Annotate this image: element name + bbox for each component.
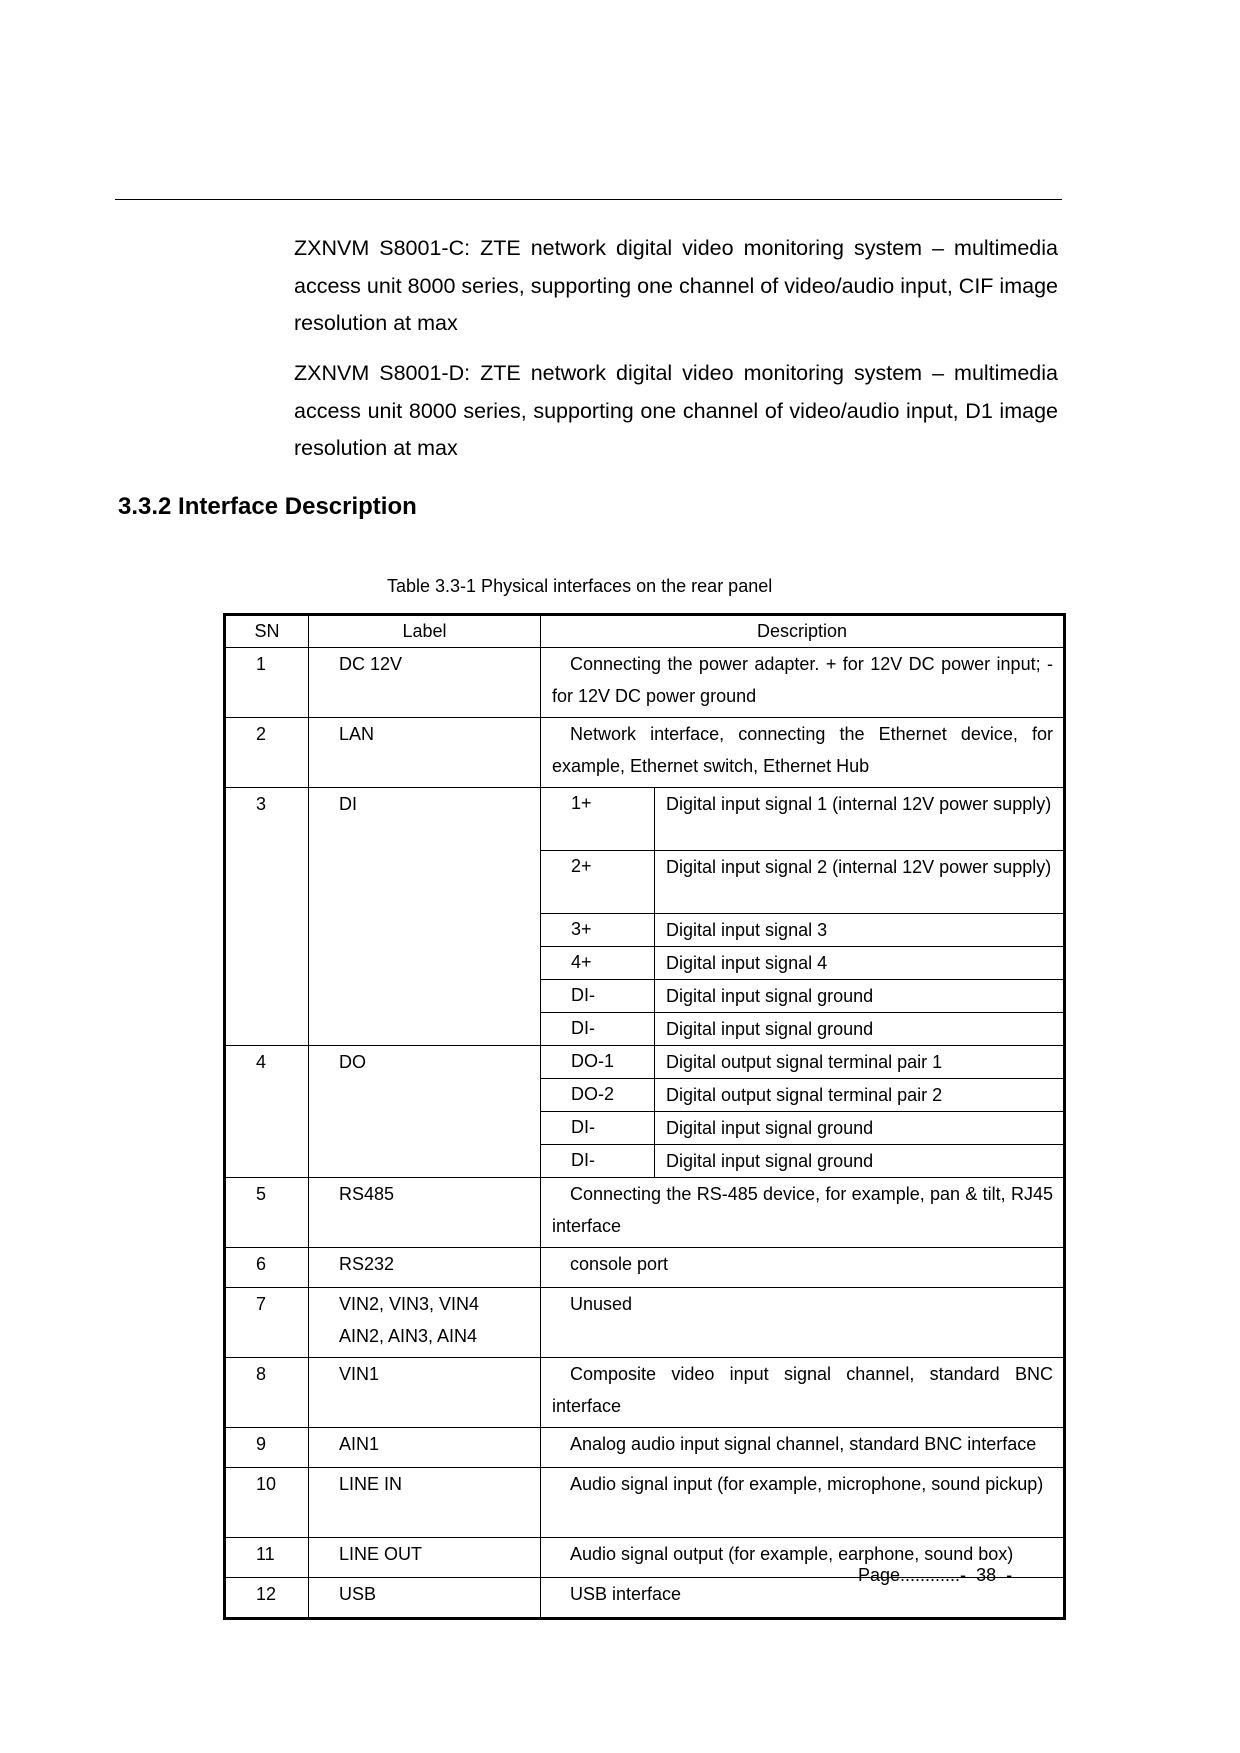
pin-label: 3+ [541,914,655,947]
pin-label: DO-1 [541,1046,655,1079]
row-description: USB interface [541,1578,1065,1619]
header-description: Description [541,615,1065,648]
pin-description: Digital input signal 4 [655,947,1065,980]
pin-label: 1+ [541,788,655,851]
row-sn: 6 [225,1248,309,1288]
page-footer: Page............- 38 - [858,1565,1013,1585]
pin-description: Digital output signal terminal pair 2 [655,1079,1065,1112]
table-row [225,1358,1065,1428]
table-row [225,1248,1065,1288]
section-heading: 3.3.2 Interface Description [118,493,417,520]
row-sn: 3 [225,788,309,1046]
row-description: Composite video input signal channel, standard BNC interface [541,1358,1065,1428]
row-sn: 4 [225,1046,309,1178]
header-sn: SN [225,615,309,648]
row-sn: 8 [225,1358,309,1428]
row-sn: 10 [225,1468,309,1538]
pin-description: Digital input signal ground [655,980,1065,1013]
table-header-row [225,615,1065,648]
header-label: Label [309,615,541,648]
row-description: Audio signal output (for example, earphone, sound box) [541,1538,1065,1578]
pin-label: DI- [541,1145,655,1178]
pin-label: DO-2 [541,1079,655,1112]
pin-description: Digital output signal terminal pair 1 [655,1046,1065,1079]
pin-description: Digital input signal ground [655,1112,1065,1145]
page-label: Page [858,1565,901,1585]
pin-label: DI- [541,980,655,1013]
pin-label: DI- [541,1112,655,1145]
row-label: RS485 [309,1178,541,1248]
page-number: 38 [976,1565,997,1585]
table-row [225,718,1065,788]
row-label: DC 12V [309,648,541,718]
pin-description: Digital input signal 1 (internal 12V power supply) [655,788,1065,851]
pin-description: Digital input signal ground [655,1145,1065,1178]
header-rule [115,199,1062,200]
table-row [225,1178,1065,1248]
pin-description: Digital input signal 3 [655,914,1065,947]
row-sn: 2 [225,718,309,788]
row-label: DO [309,1046,541,1178]
row-label: LAN [309,718,541,788]
row-label: RS232 [309,1248,541,1288]
table-row [225,1046,1065,1079]
row-label: LINE IN [309,1468,541,1538]
row-sn: 12 [225,1578,309,1619]
interfaces-table [223,613,1066,1620]
row-description: Connecting the power adapter. + for 12V DC power input; - for 12V DC power ground [541,648,1065,718]
row-description: console port [541,1248,1065,1288]
row-sn: 1 [225,648,309,718]
row-description: Connecting the RS-485 device, for example, pan & tilt, RJ45 interface [541,1178,1065,1248]
pin-label: 4+ [541,947,655,980]
pin-label: DI- [541,1013,655,1046]
row-sn: 5 [225,1178,309,1248]
table-caption: Table 3.3-1 Physical interfaces on the rear panel [387,576,773,596]
row-label: VIN2, VIN3, VIN4 AIN2, AIN3, AIN4 [309,1288,541,1358]
row-description: Unused [541,1288,1065,1358]
row-label: LINE OUT [309,1538,541,1578]
row-label: VIN1 [309,1358,541,1428]
paragraph-s8001-d: ZXNVM S8001-D: ZTE network digital video monitoring system – multimedia access unit 8000 series, supporting one channel of video/audio input, D1 image resolution at max [294,361,1058,460]
row-label: DI [309,788,541,1046]
row-label: USB [309,1578,541,1619]
pin-description: Digital input signal ground [655,1013,1065,1046]
row-description: Analog audio input signal channel, standard BNC interface [541,1428,1065,1468]
table-row [225,1288,1065,1358]
pin-description: Digital input signal 2 (internal 12V power supply) [655,851,1065,914]
row-description: Audio signal input (for example, microphone, sound pickup) [541,1468,1065,1538]
row-sn: 11 [225,1538,309,1578]
row-label: AIN1 [309,1428,541,1468]
row-description: Network interface, connecting the Ethernet device, for example, Ethernet switch, Ethernet Hub [541,718,1065,788]
pin-label: 2+ [541,851,655,914]
table-row [225,1428,1065,1468]
row-sn: 9 [225,1428,309,1468]
paragraph-s8001-c: ZXNVM S8001-C: ZTE network digital video monitoring system – multimedia access unit 8000 series, supporting one channel of video/audio input, CIF image resolution at max [294,236,1058,335]
table-row [225,788,1065,851]
table-row [225,1468,1065,1538]
row-sn: 7 [225,1288,309,1358]
table-row [225,648,1065,718]
